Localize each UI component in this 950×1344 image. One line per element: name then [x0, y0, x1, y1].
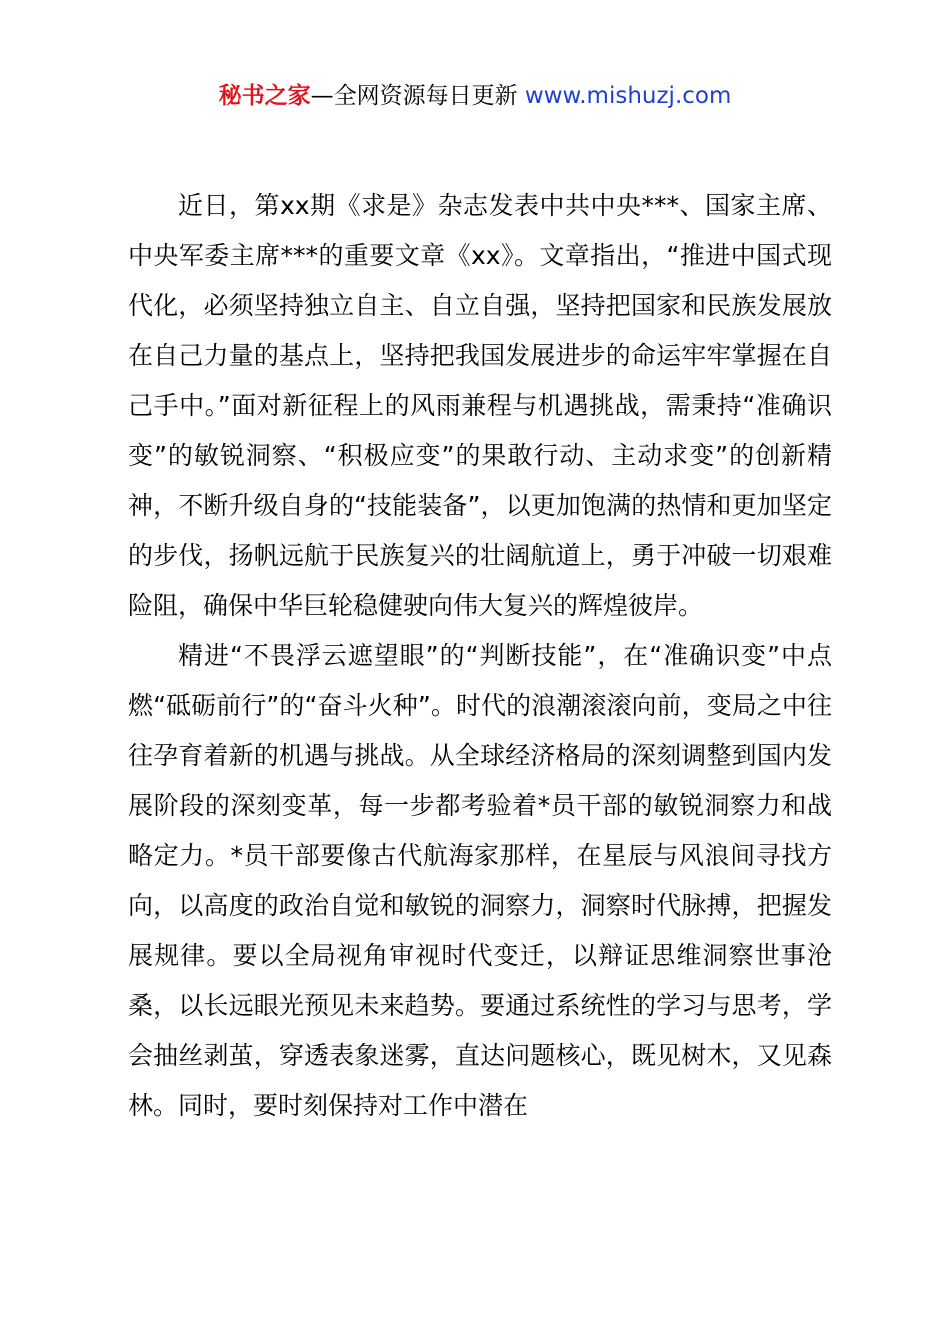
header-slogan: —全网资源每日更新: [310, 83, 525, 109]
paragraph-1: 近日，第xx期《求是》杂志发表中共中央***、国家主席、中央军委主席***的重要文章《xx》。文章指出，“推进中国式现代化，必须坚持独立自主、自立自强，坚持把国家和民族发展放在自己力量的基点上，坚持把我国发展进步的命运牢牢掌握在自己手中。”面对新征程上的风雨兼程与机遇挑战，需秉持“准确识变”的敏锐洞察、“积极应变”的果敢行动、主动求变”的创新精神，不断升级自身的“技能装备”，以更加饱满的热情和更加坚定的步伐，扬帆远航于民族复兴的壮阔航道上，勇于冲破一切艰难险阻，确保中华巨轮稳健驶向伟大复兴的辉煌彼岸。: [128, 191, 832, 620]
document-header: [0, 80, 950, 112]
paragraph-2: 精进“不畏浮云遮望眼”的“判断技能”，在“准确识变”中点燃“砥砺前行”的“奋斗火种”。时代的浪潮滚滚向前，变局之中往往孕育着新的机遇与挑战。从全球经济格局的深刻调整到国内发展阶段的深刻变革，每一步都考验着*员干部的敏锐洞察力和战略定力。*员干部要像古代航海家那样，在星辰与风浪间寻找方向，以高度的政治自觉和敏锐的洞察力，洞察时代脉搏，把握发展规律。要以全局视角审视时代变迁，以辩证思维洞察世事沧桑，以长远眼光预见未来趋势。要通过系统性的学习与思考，学会抽丝剥茧，穿透表象迷雾，直达问题核心，既见树木，又见森林。同时，要时刻保持对工作中潜在: [128, 641, 832, 1120]
document-body: [128, 181, 832, 1131]
brand-name: 秘书之家: [218, 83, 311, 109]
website-url[interactable]: www.mishuzj.com: [524, 83, 732, 109]
